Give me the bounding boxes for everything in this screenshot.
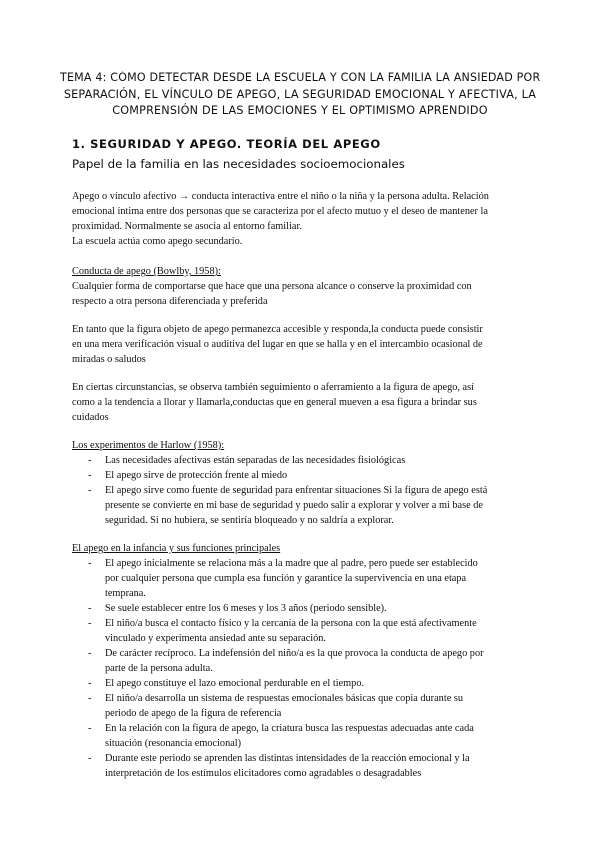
list-dash: -: [88, 455, 92, 466]
title-line: TEMA 4: CÓMO DETECTAR DESDE LA ESCUELA Y CON LA FAMILIA LA ANSIEDAD POR: [60, 71, 541, 84]
paragraph-line: emocional íntima entre dos personas que se caracteriza por el afecto mutuo y el deseo de mantener la: [72, 206, 488, 217]
infancia-list: [88, 556, 532, 781]
list-item: [88, 721, 532, 751]
list-dash: -: [88, 618, 92, 629]
list-item-text: El apego constituye el lazo emocional perdurable en el tiempo.: [105, 678, 365, 689]
paragraph-line: respecto a otra persona diferenciada y preferida: [72, 296, 268, 307]
list-item: [88, 691, 532, 721]
list-item-text: El niño/a busca el contacto físico y la cercanía de la persona con la que está afectivamente: [105, 618, 477, 629]
list-item: [88, 483, 532, 528]
paragraph-line: En ciertas circunstancias, se observa también seguimiento o aferramiento a la figura de apego, así: [72, 382, 474, 393]
paragraph-line: La escuela actúa como apego secundario.: [72, 236, 243, 247]
section-subtitle: Papel de la familia en las necesidades socioemocionales: [72, 157, 405, 171]
list-item-text: Se suele establecer entre los 6 meses y los 3 años (periodo sensible).: [105, 603, 387, 614]
list-dash: -: [88, 558, 92, 569]
paragraph-line: Cualquier forma de comportarse que hace que una persona alcance o conserve la proximidad con: [72, 281, 472, 292]
list-item: [88, 468, 532, 483]
paragraph-line: En tanto que la figura objeto de apego permanezca accesible y responda,la conducta puede consistir: [72, 324, 483, 335]
list-item-text: periodo de apego de la figura de referencia: [105, 708, 282, 719]
list-item-text: vinculado y experimenta ansiedad ante su separación.: [105, 633, 327, 644]
list-item-text: por cualquier persona que cumpla esa función y garantice la supervivencia en una etapa: [105, 573, 467, 584]
list-item: [88, 616, 532, 646]
list-item-text: El apego sirve de protección frente al miedo: [105, 470, 288, 481]
conducta-section: [72, 264, 534, 309]
list-item: [88, 646, 532, 676]
list-dash: -: [88, 603, 92, 614]
subsection-heading: El apego en la infancia y sus funciones principales: [72, 543, 281, 554]
paragraph-accesible: [72, 322, 534, 367]
list-item-text: situación (resonancia emocional): [105, 738, 242, 749]
title-line: COMPRENSIÓN DE LAS EMOCIONES Y EL OPTIMISMO APRENDIDO: [112, 104, 488, 117]
paragraph-line: en una mera verificación visual o auditiva del lugar en que se halla y en el intercambio ocasional de: [72, 339, 483, 350]
list-item-text: El apego inicialmente se relaciona más a la madre que al padre, pero puede ser establecido: [105, 558, 478, 569]
infancia-heading: [72, 541, 534, 556]
list-dash: -: [88, 723, 92, 734]
list-dash: -: [88, 753, 92, 764]
paragraph-circunstancias: [72, 380, 534, 425]
title-line: SEPARACIÓN, EL VÍNCULO DE APEGO, LA SEGURIDAD EMOCIONAL Y AFECTIVA, LA: [63, 87, 537, 101]
list-item-text: interpretación de los estímulos elicitadores como agradables o desagradables: [105, 768, 422, 779]
list-item: [88, 751, 532, 781]
list-item: [88, 601, 532, 616]
paragraph-line: como a la tendencia a llorar y llamarla,conductas que en general mueven a esa figura a brindar sus: [72, 397, 477, 408]
section-heading: 1. SEGURIDAD Y APEGO. TEORÍA DEL APEGO: [72, 137, 381, 151]
paragraph-line: Apego o vínculo afectivo → conducta interactiva entre el niño o la niña y la persona adulta. Relación: [72, 191, 489, 202]
list-item-text: El niño/a desarrolla un sistema de respuestas emocionales básicas que copia durante su: [105, 693, 463, 704]
harlow-heading: [72, 438, 534, 453]
list-item-text: El apego sirve como fuente de seguridad para enfrentar situaciones Si la figura de apego está: [105, 485, 488, 496]
list-item-text: Durante este periodo se aprenden las distintas intensidades de la reacción emocional y la: [105, 753, 470, 764]
list-item-text: En la relación con la figura de apego, la criatura busca las respuestas adecuadas ante cada: [105, 723, 474, 734]
list-item-text: temprana.: [105, 588, 146, 599]
list-dash: -: [88, 485, 92, 496]
paragraph-line: cuidados: [72, 412, 109, 423]
list-item: [88, 453, 532, 468]
list-dash: -: [88, 693, 92, 704]
harlow-list: [88, 453, 532, 528]
list-item: [88, 676, 532, 691]
subsection-heading: Los experimentos de Harlow (1958):: [72, 440, 225, 451]
list-item-text: presente se convierte en mi base de seguridad y puedo salir a explorar y volver a mi base de: [105, 500, 483, 511]
list-dash: -: [88, 678, 92, 689]
list-item-text: seguridad. Si no hubiera, se sentiría bloqueado y no saldría a explorar.: [105, 515, 394, 526]
subsection-heading: Conducta de apego (Bowlby, 1958):: [72, 266, 221, 277]
document-title: [60, 70, 540, 120]
list-item: [88, 556, 532, 601]
list-dash: -: [88, 470, 92, 481]
list-item-text: De carácter recíproco. La indefensión del niño/a es la que provoca la conducta de apego por: [105, 648, 484, 659]
paragraph-line: miradas o saludos: [72, 354, 146, 365]
paragraph-line: proximidad. Normalmente se asocia al entorno familiar.: [72, 221, 302, 232]
list-dash: -: [88, 648, 92, 659]
list-item-text: Las necesidades afectivas están separadas de las necesidades fisiológicas: [105, 455, 406, 466]
list-item-text: parte de la persona adulta.: [105, 663, 213, 674]
intro-paragraph: [72, 189, 534, 249]
